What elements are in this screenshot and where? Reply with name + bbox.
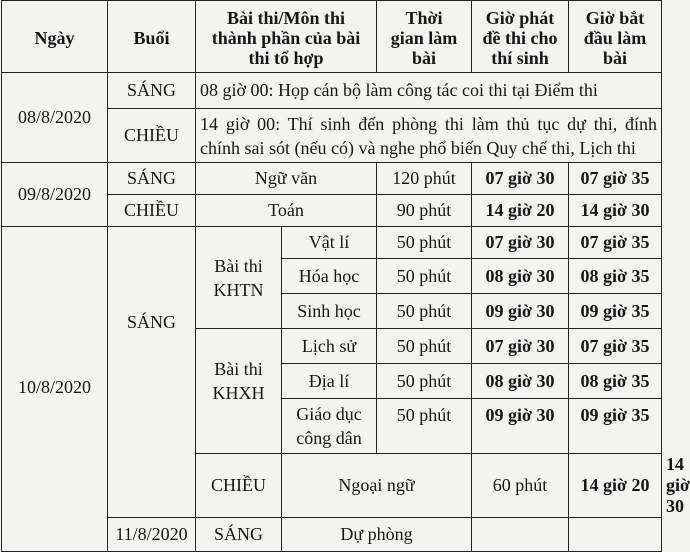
duration-cell: 50 phút [377,259,472,294]
header-row [2,1,662,73]
distribute-time-cell: 09 giờ 30 [472,294,569,329]
duration-cell [472,518,569,552]
start-time-cell: 07 giờ 35 [569,329,662,364]
session-cell: SÁNG [196,518,282,552]
combo-label-line: KHTN [213,279,264,300]
duration-cell: 60 phút [472,454,569,518]
distribute-time-cell: 07 giờ 30 [472,227,569,259]
date-cell: 10/8/2020 [2,227,108,552]
header-duration-line: bài [412,47,437,68]
subject-cell: Ngữ văn [196,163,377,195]
header-day: Ngày [2,1,108,73]
session-cell: CHIỀU [108,195,196,227]
session-cell: CHIỀU [196,454,282,518]
subject-line: công dân [296,428,362,448]
duration-cell: 50 phút [377,294,472,329]
subject-cell: Toán [196,195,377,227]
header-start-line: đầu làm [583,27,647,48]
table-row [2,227,662,259]
duration-cell: 90 phút [377,195,472,227]
header-distribute [472,1,569,73]
note-cell: 08 giờ 00: Họp cán bộ làm công tác coi thi tại Điểm thi [196,73,662,109]
combo-khtn-cell [196,227,282,329]
combo-label-line: KHXH [212,383,265,403]
table-row [2,163,662,195]
date-cell: 08/8/2020 [2,73,108,163]
header-start-line: bài [603,47,628,68]
subject-line: Giáo dục [296,404,362,424]
header-distribute-line: Giờ phát [485,7,555,28]
distribute-time-cell: 08 giờ 30 [472,364,569,399]
combo-label-line: Bài thi [214,359,263,379]
date-cell: 09/8/2020 [2,163,108,227]
distribute-time-cell: 08 giờ 30 [472,259,569,294]
duration-cell: 120 phút [377,163,472,195]
distribute-time-cell: 07 giờ 30 [472,163,569,195]
session-cell: SÁNG [108,73,196,109]
subject-cell: Hóa học [282,259,377,294]
start-time-cell: 07 giờ 35 [569,227,662,259]
subject-cell: Dự phòng [282,518,472,552]
note-cell [196,109,662,163]
subject-cell: Lịch sử [282,329,377,364]
header-subject-line: Bài thi/Môn thi [226,7,346,28]
distribute-time-cell: 14 giờ 20 [569,454,662,518]
subject-cell: Sinh học [282,294,377,329]
start-time-cell: 09 giờ 35 [569,294,662,329]
subject-cell: Ngoại ngữ [282,454,472,518]
combo-label-line: Bài thi [214,255,263,276]
header-duration-line: gian làm [390,27,458,48]
note-line: 14 giờ 00: Thí sinh đến phòng thi làm thủ tục dự thi, đính [200,113,658,134]
distribute-time-cell: 07 giờ 30 [472,329,569,364]
header-duration [377,1,472,73]
duration-cell: 50 phút [377,329,472,364]
start-time-cell: 09 giờ 35 [569,399,662,454]
distribute-time-cell [569,518,662,552]
header-subject-line: thành phần của bài [211,27,361,48]
date-cell: 11/8/2020 [108,518,196,552]
subject-cell: Vật lí [282,227,377,259]
distribute-time-cell: 14 giờ 20 [472,195,569,227]
subject-cell [282,399,377,454]
start-time-cell: 14 giờ 30 [569,195,662,227]
start-time-cell: 08 giờ 35 [569,364,662,399]
distribute-time-cell: 09 giờ 30 [472,399,569,454]
duration-cell: 50 phút [377,227,472,259]
session-cell: SÁNG [108,163,196,195]
header-distribute-line: đề thi cho [482,27,558,48]
header-start [569,1,662,73]
start-time-cell: 08 giờ 35 [569,259,662,294]
header-subject-line: thi tổ hợp [248,47,324,68]
header-distribute-line: thí sinh [491,47,549,68]
duration-cell: 50 phút [377,399,472,454]
exam-schedule-table [1,0,690,552]
note-line: chính sai sót (nếu có) và nghe phổ biến Quy chế thi, Lịch thi [200,137,636,158]
session-cell: CHIỀU [108,109,196,163]
table-row [2,73,662,109]
start-time-cell: 07 giờ 35 [569,163,662,195]
header-subject [196,1,377,73]
header-session: Buổi [108,1,196,73]
duration-cell: 50 phút [377,364,472,399]
header-start-line: Giờ bắt [585,7,645,28]
header-duration-line: Thời [405,7,443,28]
subject-cell: Địa lí [282,364,377,399]
table-row: CHIỀU Ngoại ngữ 60 phút 14 giờ 20 14 giờ 30 [2,454,662,518]
session-cell: SÁNG [108,227,196,518]
combo-khxh-cell [196,329,282,454]
